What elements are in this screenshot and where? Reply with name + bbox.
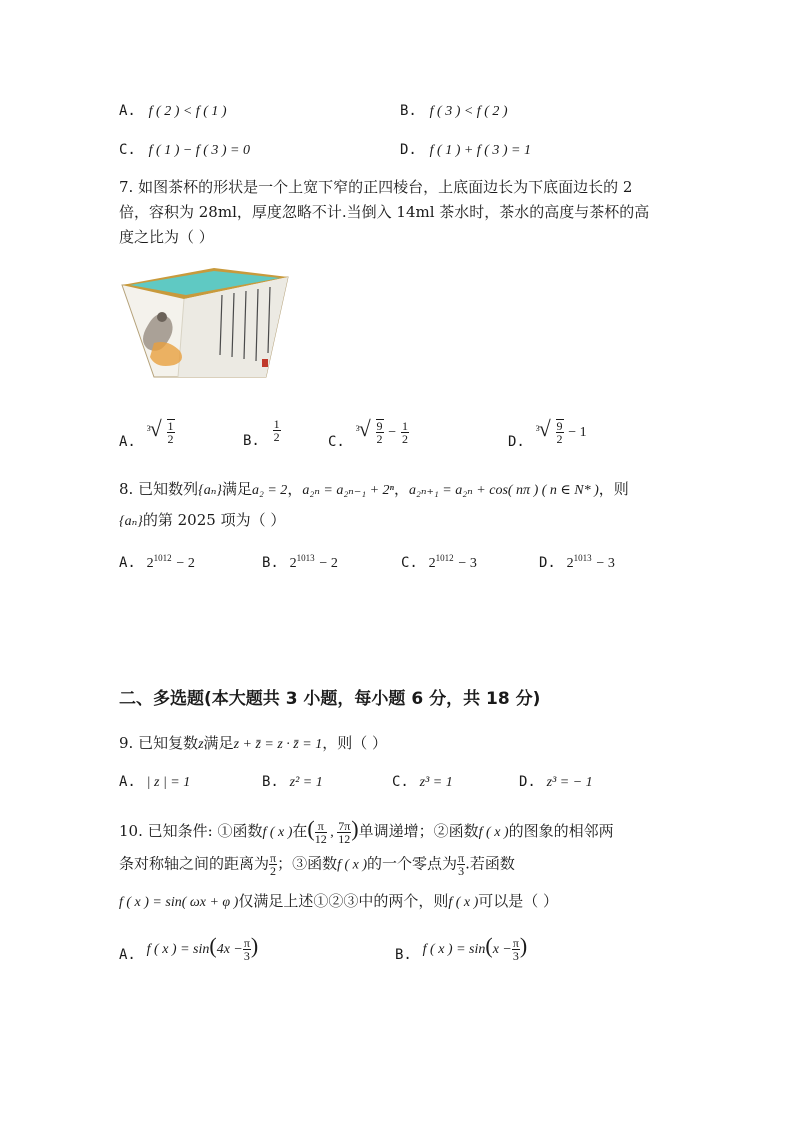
q9-condition: z + z̄ = z · z̄ = 1	[233, 737, 323, 752]
option-expression: 4x −	[216, 942, 243, 957]
condition-3: a₂ₙ₊₁ = a₂ₙ + cos( nπ ) ( n ∈ N* )	[409, 483, 599, 498]
q6-option-a	[119, 99, 227, 123]
q8-option-b	[262, 547, 338, 575]
q7-option-c	[328, 416, 409, 450]
option-label: A.	[119, 774, 136, 790]
q10-text: 10. 已知条件: ①函数	[119, 822, 263, 840]
root-index: 3	[535, 424, 540, 433]
denominator: 3	[458, 864, 465, 878]
variable-z: z	[198, 737, 204, 752]
q7-option-a	[119, 416, 175, 450]
option-label: A.	[119, 434, 136, 450]
option-expression: f ( 1 ) − f ( 3 ) = 0	[148, 143, 250, 158]
denominator: 2	[270, 864, 277, 878]
option-expression: z³ = 1	[419, 775, 453, 790]
left-paren: (	[209, 933, 217, 958]
root-index: 3	[355, 424, 360, 433]
option-expression: f ( 3 ) < f ( 2 )	[429, 104, 508, 119]
function-fx: f ( x )	[478, 825, 509, 840]
option-expression: f ( x ) = sin	[146, 942, 210, 957]
denominator: 2	[167, 432, 174, 446]
option-tail: − 1	[568, 425, 587, 440]
sequence-symbol: {aₙ}	[198, 483, 222, 498]
q10-line-2	[119, 852, 515, 877]
condition-1: a₂ = 2	[251, 483, 288, 498]
q8-suffix: ，则	[598, 480, 629, 498]
q8-line-2	[119, 509, 285, 533]
q10-text: 条对称轴之间的距离为	[119, 854, 270, 873]
function-fx: f ( x )	[448, 895, 479, 910]
fraction	[269, 852, 277, 877]
option-expression: f ( x ) = sin	[422, 942, 486, 957]
left-paren: (	[307, 816, 315, 841]
denominator: 3	[512, 948, 519, 963]
option-tail: − 3	[458, 556, 477, 571]
denominator: 2	[376, 432, 383, 446]
numerator: π	[243, 935, 250, 950]
section-heading: 二、多选题(本大题共 3 小题，每小题 6 分，共 18 分)	[119, 689, 541, 709]
right-paren: )	[351, 816, 359, 841]
option-label: D.	[519, 774, 536, 790]
q9-option-c	[392, 770, 453, 794]
cube-root	[536, 418, 564, 445]
q8-option-a	[119, 547, 195, 575]
q9-option-b	[262, 770, 323, 794]
q10-text: 的图象的相邻两	[508, 822, 614, 840]
power-base: 2	[566, 556, 574, 571]
left-paren: (	[485, 933, 493, 958]
q10-text: 仅满足上述①②③中的两个，则	[238, 892, 449, 910]
fraction	[376, 419, 384, 445]
option-expression: f ( 1 ) + f ( 3 ) = 1	[429, 143, 531, 158]
q8-line2-text: 的第 2025 项为（ ）	[142, 511, 286, 529]
option-tail: − 2	[176, 556, 195, 571]
power-exponent: 1012	[153, 553, 172, 563]
numerator: π	[512, 935, 519, 950]
option-label: C.	[119, 142, 136, 158]
q10-text: 单调递增；②函数	[358, 822, 479, 840]
q6-option-c	[119, 138, 250, 162]
q10-line-3	[119, 890, 558, 914]
q7-line-2: 倍，容积为 28ml，厚度忽略不计.当倒入 14ml 茶水时，茶水的高度与茶杯的高	[119, 203, 650, 221]
denominator: 12	[314, 831, 327, 846]
numerator: π	[270, 851, 277, 865]
numerator: 1	[401, 418, 408, 433]
option-label: D.	[508, 434, 525, 450]
q7-line-1: 7. 如图茶杯的形状是一个上宽下窄的正四棱台，上底面边长为下底面边长的 2	[119, 178, 633, 196]
q10-line-1: 10. 已知条件: ①函数f ( x )在( $\frac{\pi}{12}$ , $\frac{7\pi}{12}$ )单调递增；②函数f ( x )的图象的相邻两	[119, 816, 614, 846]
option-label: A.	[119, 103, 136, 119]
q10-option-a	[119, 935, 258, 962]
q8-option-c	[401, 547, 477, 575]
q9-suffix: ，则（ ）	[322, 734, 387, 752]
q10-text: 在	[292, 822, 308, 840]
fraction	[401, 420, 409, 445]
numerator: 1	[273, 417, 280, 431]
q7-option-d	[508, 416, 587, 450]
fraction	[512, 937, 520, 962]
minus-sign: −	[388, 425, 397, 440]
q9-stem	[119, 732, 387, 756]
q6-option-d	[400, 138, 531, 162]
function-fx: f ( x )	[262, 825, 293, 840]
option-expression: x −	[492, 942, 512, 957]
radical-sign-icon: √	[149, 416, 162, 441]
option-expression: z² = 1	[289, 775, 323, 790]
q9-text: 满足	[203, 734, 234, 752]
q10-option-b	[395, 935, 527, 962]
function-fx: f ( x )	[337, 857, 368, 873]
numerator: π	[315, 820, 327, 833]
option-label: C.	[401, 555, 418, 571]
right-paren: )	[250, 933, 259, 958]
q10-text: .若函数	[465, 854, 515, 873]
q10-text: ；③函数	[277, 854, 338, 873]
fraction	[457, 852, 465, 877]
root-index: 3	[146, 424, 151, 433]
power-base: 2	[428, 556, 436, 571]
cube-root	[147, 418, 175, 445]
denominator: 2	[273, 430, 280, 444]
power-exponent: 1012	[435, 553, 454, 563]
q8-line-1	[119, 478, 629, 502]
option-tail: − 2	[319, 556, 338, 571]
numerator: 9	[376, 419, 383, 433]
radical-sign-icon: √	[538, 416, 551, 441]
option-label: A.	[119, 947, 136, 963]
option-label: C.	[392, 774, 409, 790]
right-paren: )	[519, 933, 528, 958]
cube-root	[356, 418, 384, 445]
option-label: B.	[262, 555, 279, 571]
radical-sign-icon: √	[358, 416, 371, 441]
power-exponent: 1013	[296, 553, 315, 563]
option-label: B.	[400, 103, 417, 119]
option-expression: z³ = − 1	[546, 775, 593, 790]
sequence-symbol: {aₙ}	[119, 514, 143, 529]
fraction	[273, 418, 281, 443]
comma: ，	[393, 480, 409, 498]
option-label: B.	[243, 432, 260, 449]
q9-option-d	[519, 770, 593, 794]
comma: ，	[287, 480, 303, 498]
fraction	[243, 937, 251, 962]
fraction	[315, 820, 327, 845]
q9-prefix: 9. 已知复数	[119, 734, 199, 752]
q6-option-b	[400, 99, 508, 123]
numerator: π	[458, 851, 465, 865]
option-expression: f ( 2 ) < f ( 1 )	[148, 104, 227, 119]
option-label: B.	[395, 947, 412, 963]
option-tail: − 3	[596, 556, 615, 571]
denominator: 3	[243, 948, 250, 963]
fraction	[167, 419, 175, 445]
teacup-image	[118, 265, 296, 383]
option-label: D.	[539, 555, 556, 571]
function-definition: f ( x ) = sin( ωx + φ )	[119, 895, 239, 910]
numerator: 1	[167, 419, 174, 433]
option-expression: | z | = 1	[146, 775, 191, 790]
denominator: 2	[401, 431, 408, 446]
numerator: 7π	[338, 818, 351, 833]
power-base: 2	[289, 556, 297, 571]
option-label: C.	[328, 434, 345, 450]
option-label: D.	[400, 142, 417, 158]
q8-text: 满足	[221, 480, 252, 498]
q8-option-d	[539, 547, 615, 575]
q8-prefix: 8. 已知数列	[119, 480, 199, 498]
numerator: 9	[556, 419, 563, 433]
q10-text: 的一个零点为	[367, 854, 458, 873]
power-exponent: 1013	[573, 553, 592, 563]
q9-option-a	[119, 770, 190, 794]
denominator: 2	[556, 432, 563, 446]
fraction	[337, 820, 351, 845]
condition-2: a₂ₙ = a₂ₙ₋₁ + 2ⁿ	[302, 483, 394, 498]
power-base: 2	[146, 556, 154, 571]
option-label: A.	[119, 555, 136, 571]
denominator: 12	[338, 831, 351, 846]
fraction	[556, 419, 564, 445]
q10-text: 可以是（ ）	[478, 892, 559, 910]
option-label: B.	[262, 774, 279, 790]
q7-line-3: 度之比为（ ）	[119, 228, 214, 246]
q7-option-b	[243, 417, 281, 449]
